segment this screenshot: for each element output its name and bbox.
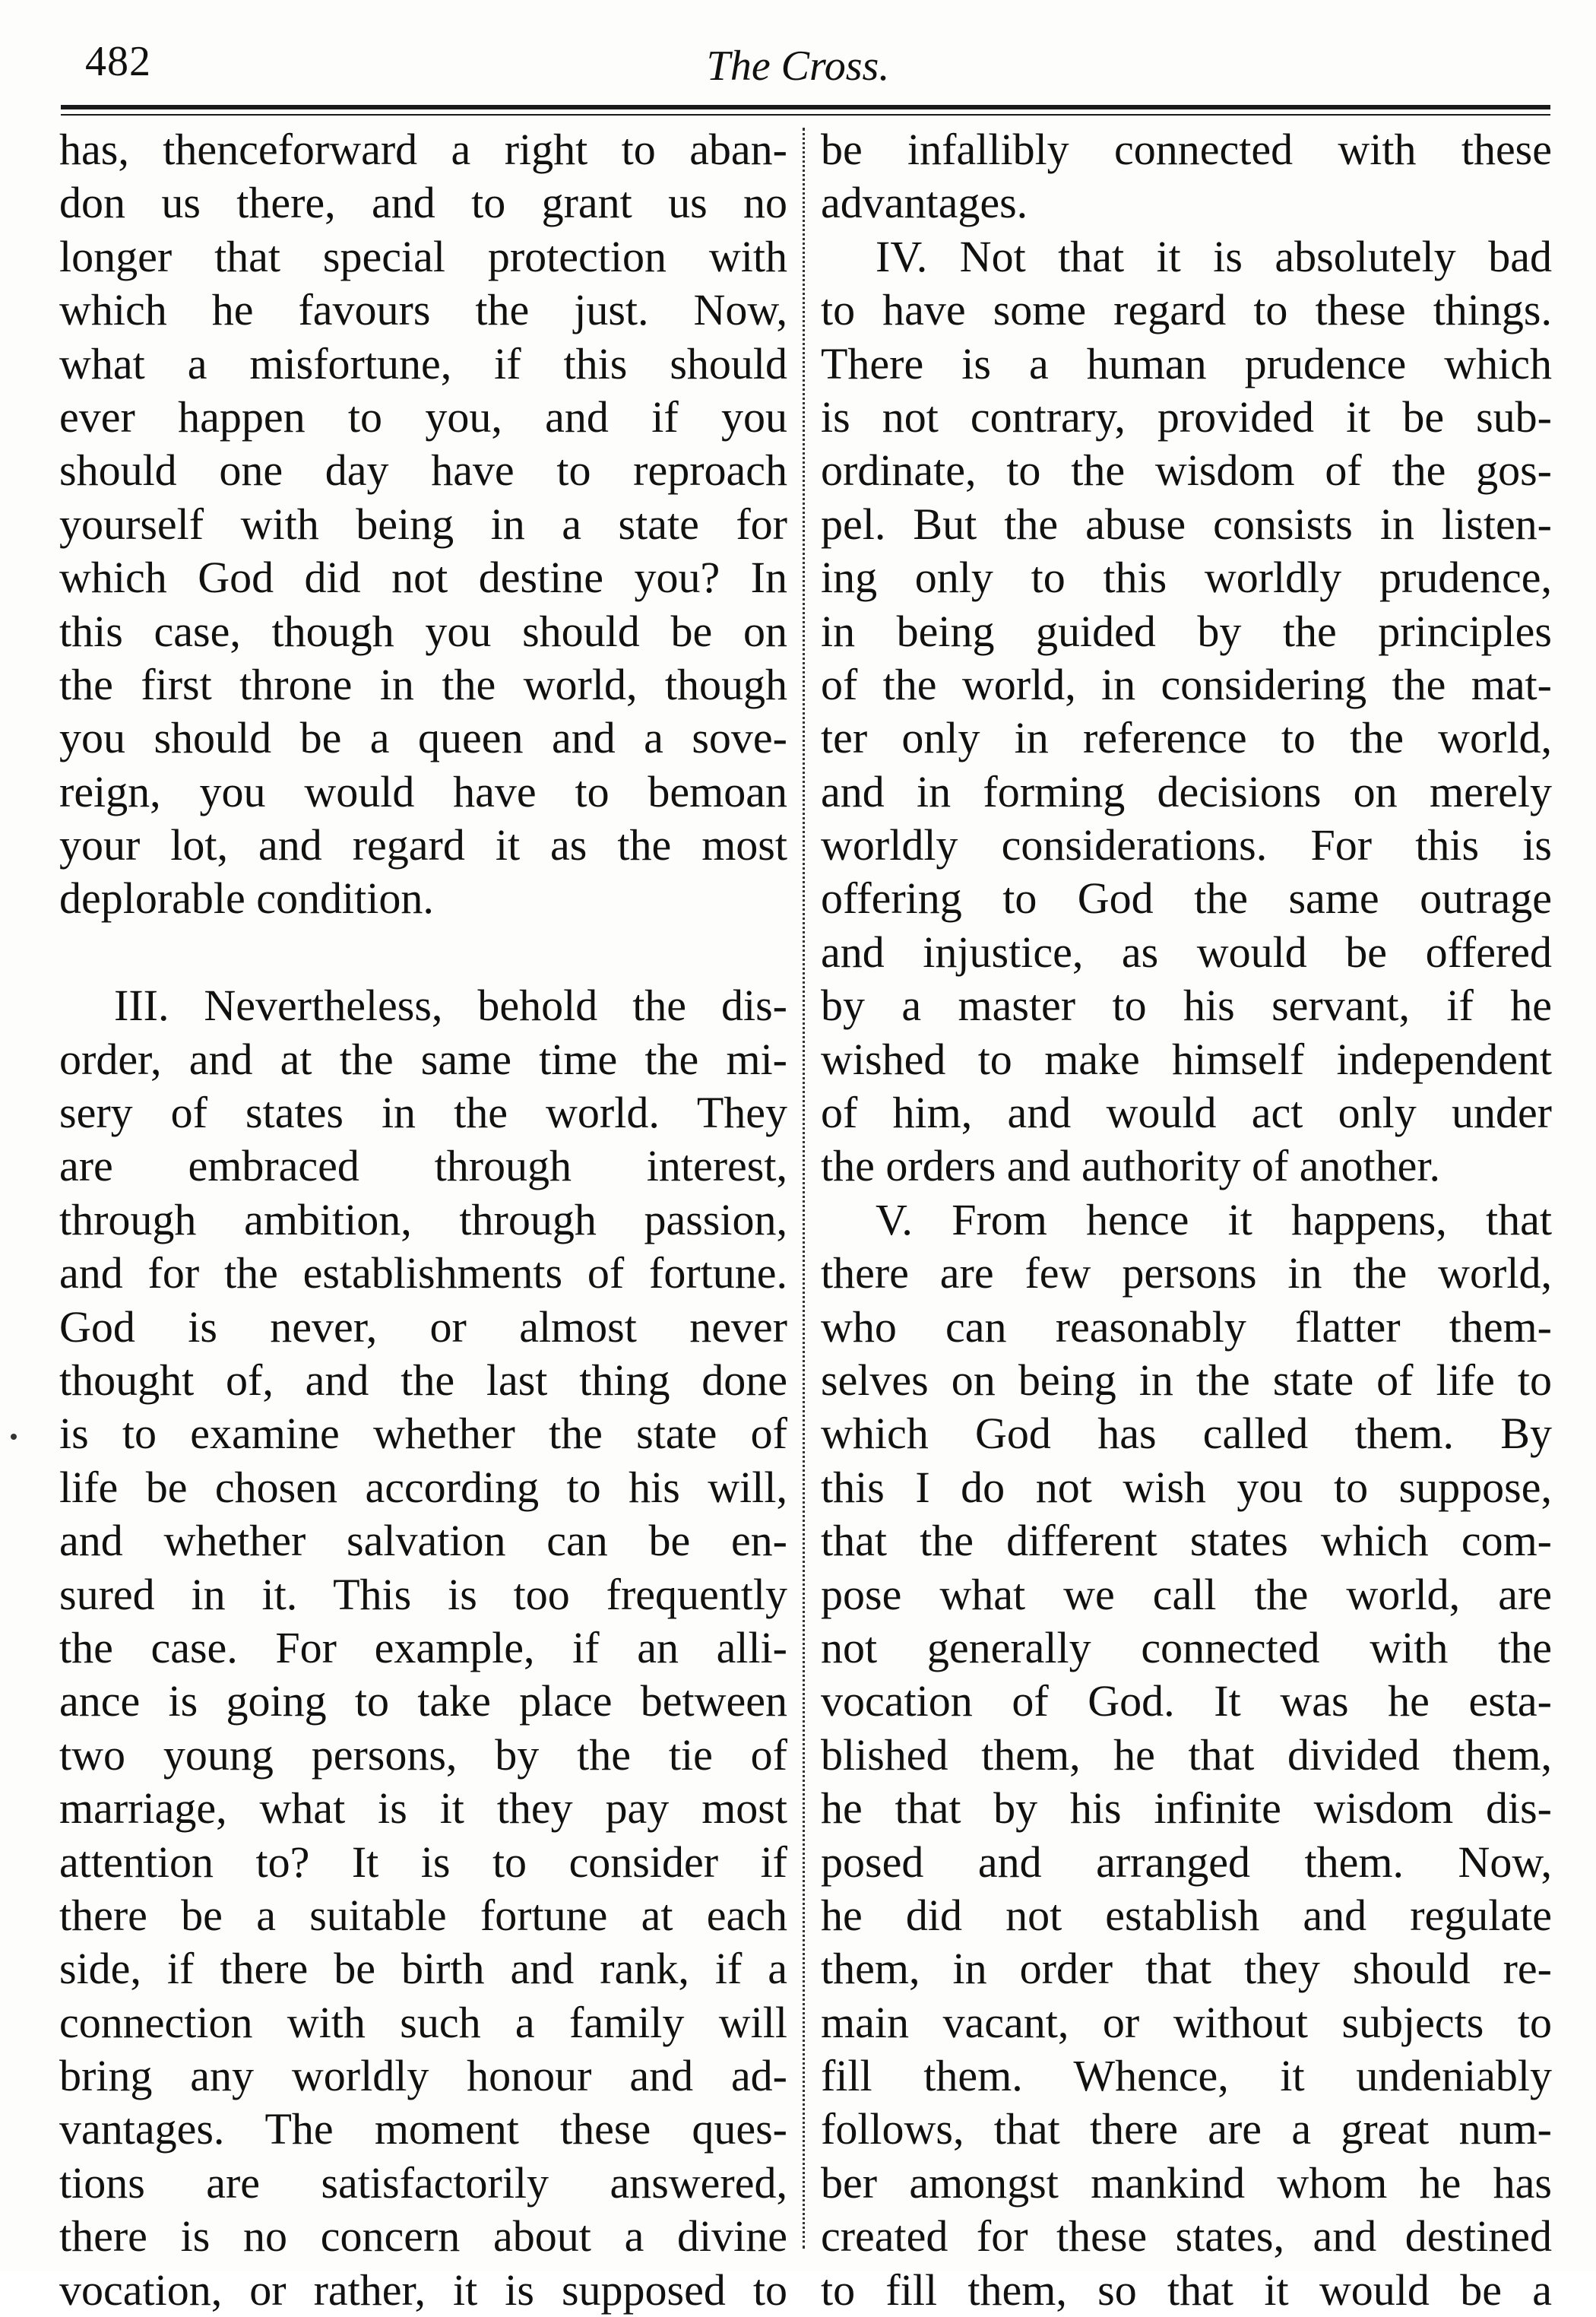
text-line: he that by his infinite wisdom dis-: [821, 1783, 1552, 1834]
paragraph-gap: [59, 926, 787, 979]
text-line: ter only in reference to the world,: [821, 713, 1552, 763]
text-line: reign, you would have to bemoan: [59, 766, 787, 816]
text-line: there are few persons in the world,: [821, 1248, 1552, 1298]
text-line: there is no concern about a divine: [59, 2211, 787, 2262]
right-text-column: [821, 123, 1552, 2317]
text-line: to have some regard to these things.: [821, 285, 1552, 335]
text-line: ever happen to you, and if you: [59, 391, 787, 442]
text-line: that the different states which com-: [821, 1516, 1552, 1566]
text-line: through ambition, through passion,: [59, 1194, 787, 1244]
text-line: yourself with being in a state for: [59, 499, 787, 549]
text-line: side, if there be birth and rank, if a: [59, 1944, 787, 1994]
text-line: IV. Not that it is absolutely bad: [876, 231, 1552, 281]
text-line: sured in it. This is too frequently: [59, 1569, 787, 1619]
text-line: life be chosen according to his will,: [59, 1462, 787, 1512]
text-line: by a master to his servant, if he: [821, 981, 1552, 1031]
text-line: of the world, in considering the mat-: [821, 659, 1552, 709]
text-line: vantages. The moment these ques-: [59, 2104, 787, 2154]
text-line: he did not establish and regulate: [821, 1890, 1552, 1940]
page-number: 482: [85, 38, 151, 85]
text-line: two young persons, by the tie of: [59, 1729, 787, 1780]
text-line: which God has called them. By: [821, 1409, 1552, 1459]
text-line: and in forming decisions on merely: [821, 766, 1552, 816]
text-line: ing only to this worldly prudence,: [821, 553, 1552, 603]
text-line: is not contrary, provided it be sub-: [821, 391, 1552, 442]
text-line: are embraced through interest,: [59, 1141, 787, 1191]
text-line: and whether salvation can be en-: [59, 1516, 787, 1566]
text-line: vocation of God. It was he esta-: [821, 1676, 1552, 1726]
text-line: vocation, or rather, it is supposed to: [59, 2265, 787, 2315]
text-line: selves on being in the state of life to: [821, 1355, 1552, 1405]
text-line: connection with such a family will: [59, 1997, 787, 2047]
text-line: main vacant, or without subjects to: [821, 1997, 1552, 2047]
header-rule: [61, 105, 1550, 109]
text-line: ance is going to take place between: [59, 1676, 787, 1726]
text-line: offering to God the same outrage: [821, 873, 1552, 924]
text-line: don us there, and to grant us no: [59, 178, 787, 228]
text-line: order, and at the same time the mi-: [59, 1034, 787, 1084]
text-line: attention to? It is to consider if: [59, 1837, 787, 1887]
text-line: worldly considerations. For this is: [821, 820, 1552, 870]
left-text-column: [59, 123, 787, 2317]
text-line: III. Nevertheless, behold the dis-: [114, 981, 787, 1031]
text-line: ber amongst mankind whom he has: [821, 2157, 1552, 2208]
text-line: V. From hence it happens, that: [876, 1194, 1552, 1244]
text-line: advantages.: [821, 178, 1028, 228]
column-divider: [803, 128, 805, 2249]
text-line: marriage, what is it they pay most: [59, 1783, 787, 1834]
text-line: tions are satisfactorily answered,: [59, 2157, 787, 2208]
text-line: follows, that there are a great num-: [821, 2104, 1552, 2154]
text-line: them, in order that they should re-: [821, 1944, 1552, 1994]
text-line: not generally connected with the: [821, 1622, 1552, 1672]
margin-mark: [11, 1434, 17, 1440]
text-line: and injustice, as would be offered: [821, 927, 1552, 977]
text-line: ordinate, to the wisdom of the gos-: [821, 445, 1552, 496]
text-line: to fill them, so that it would be a: [821, 2265, 1552, 2315]
text-line: this case, though you should be on: [59, 606, 787, 656]
header-rule-thin: [61, 114, 1550, 116]
text-line: longer that special protection with: [59, 231, 787, 281]
text-line: deplorable condition.: [59, 873, 434, 924]
text-line: the case. For example, if an alli-: [59, 1622, 787, 1672]
text-line: There is a human prudence which: [821, 338, 1552, 388]
text-line: which God did not destine you? In: [59, 553, 787, 603]
text-line: your lot, and regard it as the most: [59, 820, 787, 870]
text-line: blished them, he that divided them,: [821, 1729, 1552, 1780]
text-line: there be a suitable fortune at each: [59, 1890, 787, 1940]
text-line: of him, and would act only under: [821, 1088, 1552, 1138]
text-line: you should be a queen and a sove-: [59, 713, 787, 763]
text-line: has, thenceforward a right to aban-: [59, 125, 787, 174]
text-line: in being guided by the principles: [821, 606, 1552, 656]
text-line: pose what we call the world, are: [821, 1569, 1552, 1619]
text-line: what a misfortune, if this should: [59, 338, 787, 388]
text-line: is to examine whether the state of: [59, 1409, 787, 1459]
text-line: this I do not wish you to suppose,: [821, 1462, 1552, 1512]
text-line: the first throne in the world, though: [59, 659, 787, 709]
text-line: who can reasonably flatter them-: [821, 1301, 1552, 1352]
text-line: created for these states, and destined: [821, 2211, 1552, 2262]
text-line: posed and arranged them. Now,: [821, 1837, 1552, 1887]
text-line: the orders and authority of another.: [821, 1141, 1440, 1191]
text-line: and for the establishments of fortune.: [59, 1248, 787, 1298]
text-line: should one day have to reproach: [59, 445, 787, 496]
text-line: sery of states in the world. They: [59, 1088, 787, 1138]
text-line: thought of, and the last thing done: [59, 1355, 787, 1405]
text-line: fill them. Whence, it undeniably: [821, 2051, 1552, 2101]
text-line: which he favours the just. Now,: [59, 285, 787, 335]
text-line: wished to make himself independent: [821, 1034, 1552, 1084]
text-line: be infallibly connected with these: [821, 125, 1552, 174]
text-line: bring any worldly honour and ad-: [59, 2051, 787, 2101]
running-title: The Cross.: [706, 43, 890, 90]
text-line: God is never, or almost never: [59, 1301, 787, 1352]
text-line: pel. But the abuse consists in listen-: [821, 499, 1552, 549]
